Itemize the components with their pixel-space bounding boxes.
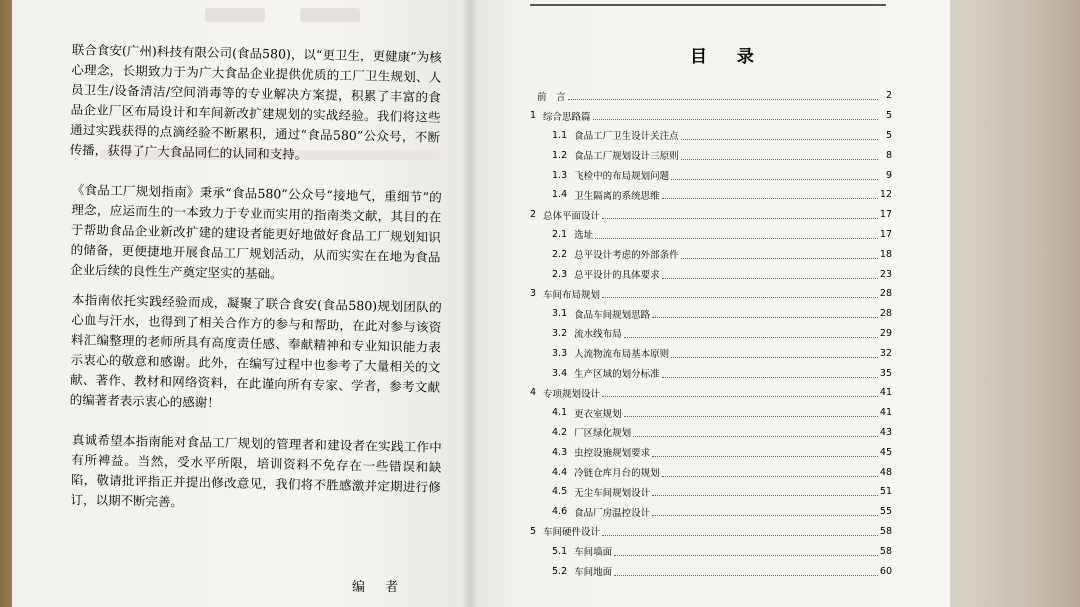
toc-entry[interactable] <box>530 86 892 106</box>
toc-entry-page: 55 <box>879 506 892 518</box>
toc-entry[interactable] <box>530 561 892 581</box>
toc-entry-page: 9 <box>885 169 892 181</box>
toc-leader <box>595 230 878 239</box>
toc-entry[interactable] <box>530 145 892 165</box>
toc-entry-page: 32 <box>879 347 892 359</box>
preface-paragraph-3: 本指南依托实践经验而成，凝聚了联合食安(食品580)规划团队的心血与汗水，也得到了相关合作方的参与和帮助，在此对参与该资料汇编整理的老师所具有高度责任感、奉献精神和专业知识能力表示衷心的敬意和感谢。此外，在编写过程中也参考了大量相关的文献、著作、教材和网络资料，在此谨向所有专家、学者，参考文献的编著者表示衷心的感谢！ <box>69 291 442 411</box>
toc-entry-label: 综合思路篇 <box>543 111 591 123</box>
toc-entry-page: 41 <box>879 387 892 399</box>
toc-entry-label: 更衣室规划 <box>574 408 622 420</box>
toc-entry-label: 人流物流布局基本原则 <box>574 349 670 361</box>
toc-entry-page: 60 <box>879 565 892 577</box>
toc-entry-page: 28 <box>879 288 892 300</box>
toc-entry-number: 5.2 <box>552 565 568 577</box>
toc-entry-number: 1.4 <box>552 189 568 201</box>
toc-entry-number: 4.5 <box>552 486 568 498</box>
toc-leader <box>602 527 878 536</box>
toc-entry-number: 3.3 <box>552 347 568 359</box>
toc-leader <box>662 270 878 279</box>
toc-entry-page: 41 <box>879 407 892 419</box>
toc-entry-label: 总平设计的具体要求 <box>574 270 660 282</box>
toc-entry[interactable] <box>530 165 892 185</box>
toc-entry-label: 总平设计考虑的外部条件 <box>574 250 679 262</box>
toc-leader <box>593 111 878 120</box>
toc-entry[interactable] <box>530 264 892 284</box>
toc-entry-number: 3.2 <box>552 327 568 339</box>
toc-list <box>530 86 892 581</box>
toc-leader <box>652 448 878 457</box>
toc-entry[interactable] <box>530 225 892 245</box>
toc-leader <box>614 547 878 556</box>
toc-entry[interactable] <box>530 423 892 443</box>
toc-leader <box>662 190 878 199</box>
bleed-through-mark <box>300 8 360 22</box>
toc-entry-label: 无尘车间规划设计 <box>574 487 651 499</box>
preface-paragraph-4: 真诚希望本指南能对食品工厂规划的管理者和建设者在实践工作中有所裨益。当然，受水平所限，培训资料不免存在一些错误和缺陷，敬请批评指正并提出修改意见，我们将不胜感激并定期进行修订，以期不断完善。 <box>70 431 442 510</box>
toc-entry-number: 5.1 <box>552 545 568 557</box>
toc-entry-number: 2.3 <box>552 268 568 280</box>
toc-entry-number: 5 <box>530 525 537 537</box>
toc-entry-page: 28 <box>879 308 892 320</box>
toc-entry-page: 35 <box>879 367 892 379</box>
toc-entry-page: 12 <box>879 189 892 201</box>
toc-entry[interactable] <box>530 442 892 462</box>
toc-entry-label: 厂区绿化规划 <box>574 428 632 440</box>
toc-leader <box>681 151 878 160</box>
toc-entry[interactable] <box>530 304 892 324</box>
toc-entry-page: 51 <box>879 486 892 498</box>
toc-entry[interactable] <box>530 284 892 304</box>
toc-leader <box>652 487 878 496</box>
toc-leader <box>602 210 878 219</box>
toc-entry-number: 4.4 <box>552 466 568 478</box>
toc-entry[interactable] <box>530 403 892 423</box>
toc-entry-number: 3.4 <box>552 367 568 379</box>
toc-entry-label: 专项规划设计 <box>543 388 601 400</box>
toc-entry-number: 2 <box>530 209 537 221</box>
toc-entry-page: 48 <box>879 466 892 478</box>
toc-leader <box>652 507 878 516</box>
toc-entry[interactable] <box>530 502 892 522</box>
toc-entry-number: 1.3 <box>552 169 568 181</box>
toc-entry-label: 前 言 <box>537 91 566 103</box>
toc-entry-page: 29 <box>879 327 892 339</box>
toc-title: 目 录 <box>690 47 766 67</box>
toc-entry-number: 4.1 <box>552 407 568 419</box>
toc-entry[interactable] <box>530 185 892 205</box>
book-spine <box>462 0 478 607</box>
toc-entry-label: 冷链仓库月台的规划 <box>574 468 660 480</box>
toc-entry-label: 选址 <box>574 230 594 242</box>
toc-entry-page: 5 <box>885 110 892 122</box>
toc-entry-page: 2 <box>885 90 892 102</box>
toc-entry-label: 车间地面 <box>574 567 613 579</box>
toc-leader <box>662 468 878 477</box>
toc-entry[interactable] <box>530 106 892 126</box>
toc-entry-page: 45 <box>879 446 892 458</box>
toc-entry[interactable] <box>530 462 892 482</box>
toc-entry[interactable] <box>530 482 892 502</box>
toc-entry-number: 4.3 <box>552 446 568 458</box>
bleed-through-mark <box>205 8 265 22</box>
preface-paragraph-2: 《食品工厂规划指南》秉承“食品580”公众号“接地气，重细节”的理念，应运而生的一本致力于专业而实用的指南类文献，其目的在于帮助食品企业新改扩建的建设者能更好地做好食品工厂规划知识的储备，更便捷地开展食品工厂规划活动，从而实实在在地为食品企业后续的良性生产奠定坚实的基础。 <box>69 181 442 282</box>
toc-leader <box>671 171 878 180</box>
toc-entry-number: 3.1 <box>552 308 568 320</box>
toc-leader <box>652 309 878 318</box>
toc-entry-number: 2.1 <box>552 228 568 240</box>
toc-leader <box>681 131 878 140</box>
toc-entry-number: 2.2 <box>552 248 568 260</box>
toc-entry[interactable] <box>530 363 892 383</box>
preface-paragraph-1: 联合食安(广州)科技有限公司(食品580)，以“更卫生，更健康”为核心理念，长期致力于为广大食品企业提供优质的工厂卫生规划、人员卫生/设备清洁/空间消毒等的专业解决方案提，积累了丰富的食品企业厂区布局设计和车间新改扩建规划的实战经验。我们将这些通过实践获得的点滴经验不断累积，通过“食品580”公众号，不断传播，获得了广大食品同仁的认同和支持。 <box>69 41 442 162</box>
toc-entry-label: 流水线布局 <box>574 329 622 341</box>
toc-entry-label: 食品工厂卫生设计关注点 <box>574 131 679 143</box>
toc-entry-page: 18 <box>879 248 892 260</box>
toc-entry[interactable] <box>530 205 892 225</box>
toc-entry-label: 飞检中的布局规划问题 <box>574 171 670 183</box>
toc-entry-number: 4.2 <box>552 426 568 438</box>
toc-entry-page: 8 <box>885 149 892 161</box>
toc-entry-label: 虫控设施规划要求 <box>574 448 651 460</box>
toc-entry-label: 食品工厂规划设计三原则 <box>574 151 679 163</box>
toc-leader <box>624 329 878 338</box>
toc-entry-number: 4 <box>530 387 537 399</box>
toc-entry-page: 58 <box>879 545 892 557</box>
toc-entry-page: 5 <box>885 129 892 141</box>
toc-entry-page: 43 <box>879 426 892 438</box>
toc-entry-page: 23 <box>879 268 892 280</box>
header-rule <box>530 4 886 6</box>
toc-leader <box>568 91 878 100</box>
toc-entry[interactable] <box>530 244 892 264</box>
toc-leader <box>624 408 878 417</box>
toc-leader <box>681 250 878 259</box>
toc-leader <box>662 369 878 378</box>
preface-signature: 编 者 <box>352 580 407 595</box>
toc-entry-number: 1 <box>530 110 537 122</box>
toc-leader <box>602 289 878 298</box>
toc-entry-number: 4.6 <box>552 506 568 518</box>
toc-entry-page: 58 <box>879 525 892 537</box>
toc-entry[interactable] <box>530 383 892 403</box>
toc-entry-label: 总体平面设计 <box>543 210 601 222</box>
toc-entry-label: 车间硬件设计 <box>543 527 601 539</box>
toc-entry-label: 卫生隔离的系统思维 <box>574 190 660 202</box>
toc-entry-page: 17 <box>879 228 892 240</box>
toc-entry-label: 食品厂房温控设计 <box>574 507 651 519</box>
toc-leader <box>671 349 878 358</box>
table-surface-right <box>950 0 1080 607</box>
toc-entry[interactable] <box>530 522 892 542</box>
toc-entry-number: 1.2 <box>552 149 568 161</box>
toc-entry-label: 食品车间规划思路 <box>574 309 651 321</box>
toc-entry[interactable] <box>530 541 892 561</box>
toc-leader <box>614 567 878 576</box>
toc-entry-number: 3 <box>530 288 537 300</box>
toc-entry[interactable] <box>530 343 892 363</box>
toc-entry-label: 生产区域的划分标准 <box>574 369 660 381</box>
toc-entry-label: 车间布局规划 <box>543 289 601 301</box>
toc-entry[interactable] <box>530 126 892 146</box>
toc-entry[interactable] <box>530 324 892 344</box>
toc-entry-label: 车间墙面 <box>574 547 613 559</box>
toc-entry-page: 17 <box>879 209 892 221</box>
toc-leader <box>633 428 878 437</box>
toc-leader <box>602 388 878 397</box>
toc-entry-number: 1.1 <box>552 129 568 141</box>
